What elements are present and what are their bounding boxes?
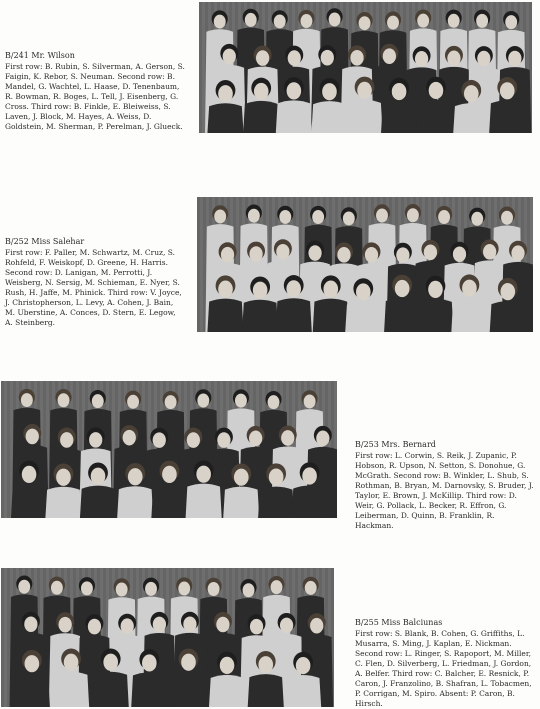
caption-b255 <box>355 618 535 709</box>
caption-b241 <box>5 51 185 132</box>
class-photo-b252 <box>197 197 533 332</box>
class-heading: B/252 Miss Salehar <box>5 237 85 246</box>
class-heading: B/241 Mr. Wilson <box>5 51 75 60</box>
student-names: First row: B. Rubin, S. Silverman, A. Gerson, S. Faigin, K. Rebor, S. Neuman. Second row: B. Mandel, G. Wachtel, L. Haase, D. Tenenbaum, R. Bowman, R. Boges, L. Tell, J. Eisenberg, G. Cross. Third row: B. Finkle, E. Bleiweiss, S. Laven, J. Block, M. Hayes, A. Weiss, D. Goldstein, M. Sherman, P. Perelman, J. Glueck. <box>5 62 185 131</box>
class-photo-b241 <box>199 2 532 133</box>
student-group-graphic <box>1 381 337 518</box>
class-photo-b253 <box>1 381 337 518</box>
class-heading: B/255 Miss Balciunas <box>355 618 443 627</box>
student-names: First row: S. Blank, B. Cohen, G. Griffiths, L. Musarra, S. Ming, J. Kaplan, E. Nickman. Second row: L. Ringer, S. Rapoport, M. Miller, C. Flen, D. Silverberg, L. Friedman, J. Gordon, A. Belfer. Third row: C. Balcher, E. Resnick, P. Caron, J. Franzolino, B. Shafran, L. Tobacmen, P. Corrigan, M. Spiro. Absent: P. Caron, B. Hirsch. <box>355 629 532 708</box>
student-group-graphic <box>199 2 532 133</box>
class-photo-b255 <box>1 568 334 707</box>
caption-b253 <box>355 440 535 531</box>
student-group-graphic <box>1 568 334 707</box>
student-group-graphic <box>197 197 533 332</box>
student-names: First row: F. Paller, M. Schwartz, M. Cruz, S. Rohfeld, F. Weiskopf, D. Greene, H. Harris. Second row: D. Lanigan, M. Perrotti, J. Weisberg, N. Sersig, M. Schieman, E. Nyer, S. Rush, H. Jaffe, M. Phinick. Third row: V. Joyce, J. Christopherson, L. Levy, A. Cohen, J. Bain, M. Uberstine, A. Conces, D. Stern, E. Legow, A. Steinberg. <box>5 248 182 327</box>
student-names: First row: L. Corwin, S. Reik, J. Zupanic, P. Hobson, R. Upson, N. Setton, S. Donohue, G. McGrath. Second row: B. Winkler, L. Shub, S. Rothman, B. Bryan, M. Darnovsky, S. Bruder, J. Taylor, E. Brown, J. McKillip. Third row: D. Weir, G. Pollack, L. Becker, R. Effron, G. Leiberman, D. Quinn, B. Franklin, R. Hackman. <box>355 451 534 530</box>
class-heading: B/253 Mrs. Bernard <box>355 440 436 449</box>
caption-b252 <box>5 237 185 328</box>
